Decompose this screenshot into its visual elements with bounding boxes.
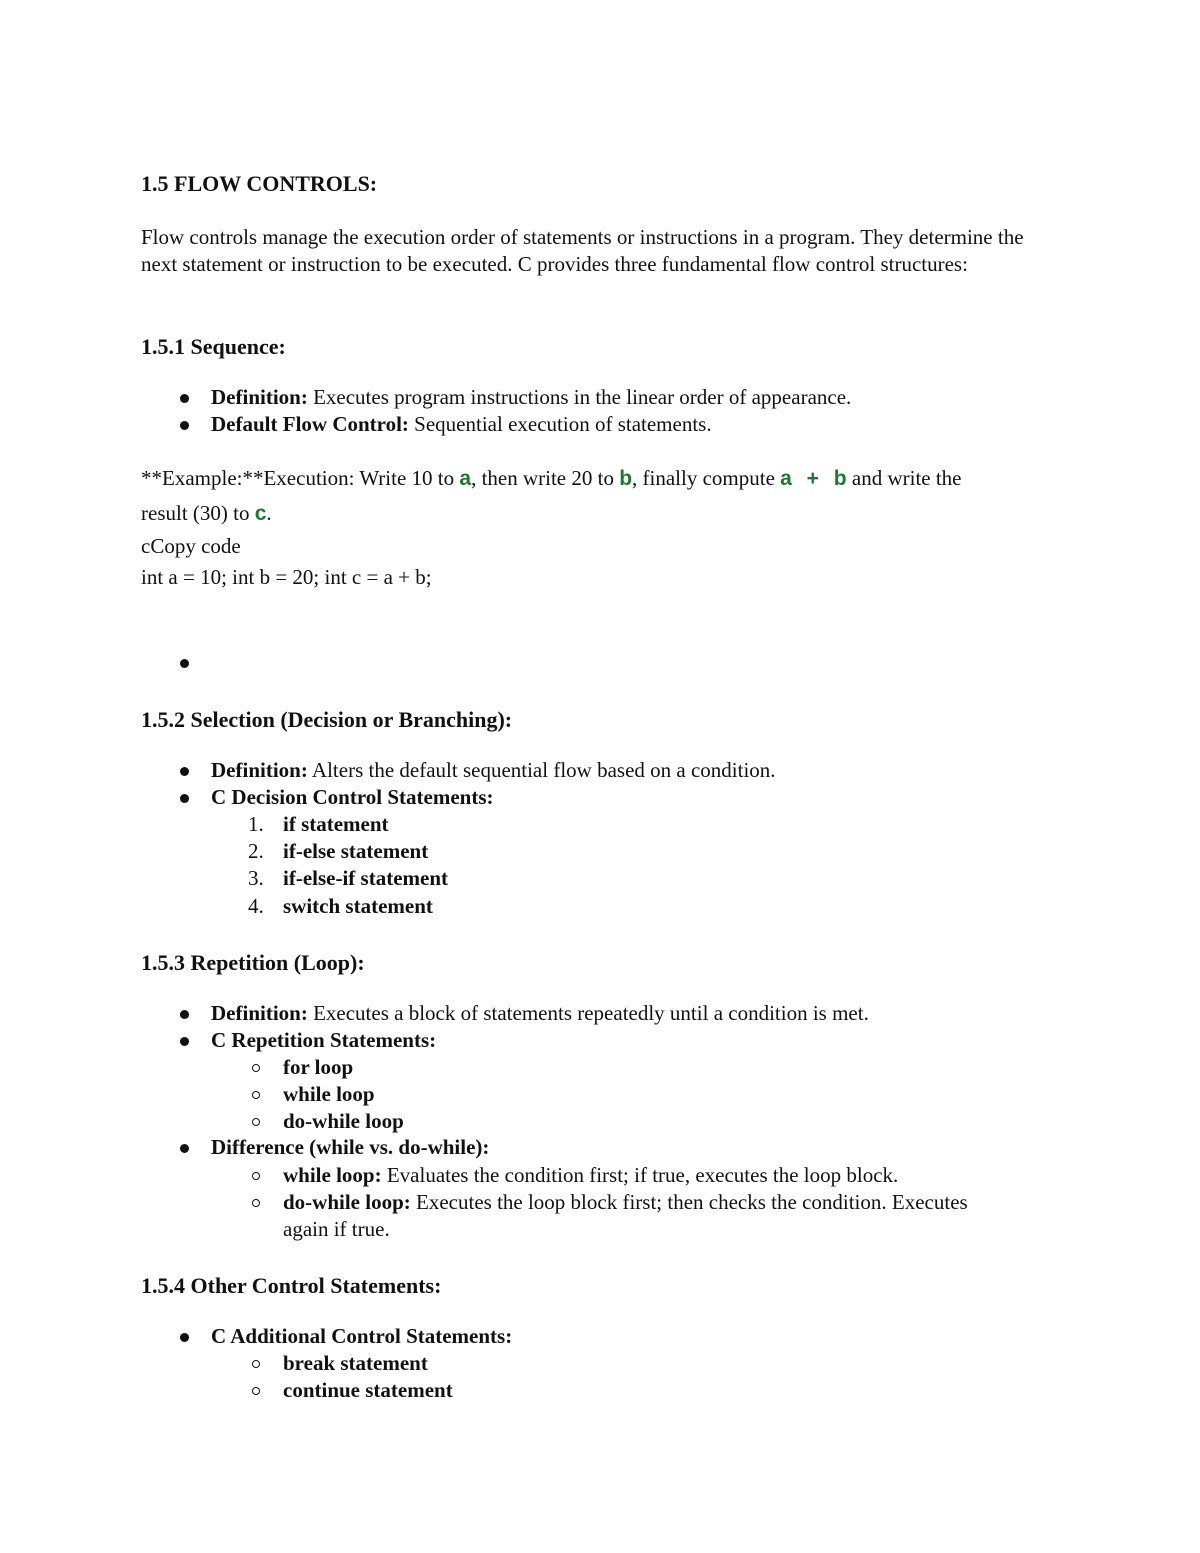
code-line: int a = 10; int b = 20; int c = a + b; — [141, 565, 432, 589]
circle-bullet-icon — [252, 1118, 260, 1126]
definition-text: Alters the default sequential flow based on a condition. — [311, 758, 776, 782]
example-text-1: , then write 20 to — [471, 466, 620, 490]
bullet-icon — [180, 659, 189, 668]
loop-name: while loop — [283, 1082, 375, 1106]
loop-item — [283, 1054, 353, 1081]
repetition-statements-text: C Repetition Statements: — [211, 1028, 437, 1052]
circle-bullet-icon — [252, 1199, 260, 1207]
example-line-2 — [141, 500, 272, 527]
var-a: a — [459, 467, 472, 490]
circle-bullet-icon — [252, 1091, 260, 1099]
list-item — [283, 865, 448, 892]
statement-name: switch statement — [283, 894, 433, 918]
repetition-statements-label — [211, 1027, 436, 1054]
decision-statements-text: C Decision Control Statements: — [211, 785, 494, 809]
bullet-icon — [180, 1010, 189, 1019]
var-c: c — [254, 502, 267, 525]
repetition-definition — [211, 1000, 869, 1027]
additional-statements-label — [211, 1323, 512, 1350]
example-text-2: , finally compute — [632, 466, 781, 490]
list-number: 2. — [248, 839, 264, 863]
dowhile-loop-description — [283, 1189, 968, 1216]
sequence-default-flow — [211, 411, 712, 438]
example-line-1 — [141, 465, 962, 492]
circle-bullet-icon — [252, 1172, 260, 1180]
default-flow-text: Sequential execution of statements. — [414, 412, 712, 436]
list-number: 4. — [248, 894, 264, 918]
while-loop-description — [283, 1162, 898, 1189]
decision-statements-label — [211, 784, 494, 811]
bullet-icon — [180, 794, 189, 803]
expression-a-plus-b: a + b — [780, 467, 847, 490]
definition-text: Executes a block of statements repeatedly until a condition is met. — [313, 1001, 869, 1025]
additional-statements-text: C Additional Control Statements: — [211, 1324, 513, 1348]
statement-name: continue statement — [283, 1378, 453, 1402]
sequence-definition — [211, 384, 851, 411]
list-item — [283, 893, 433, 920]
dowhile-label: do-while loop: — [283, 1190, 411, 1214]
other-item — [283, 1350, 428, 1377]
definition-text: Executes program instructions in the linear order of appearance. — [313, 385, 852, 409]
circle-bullet-icon — [252, 1064, 260, 1072]
statement-name: if-else statement — [283, 839, 429, 863]
definition-label: Definition: — [211, 1001, 308, 1025]
sequence-heading: 1.5.1 Sequence: — [141, 334, 286, 359]
default-flow-label: Default Flow Control: — [211, 412, 409, 436]
loop-item — [283, 1108, 404, 1135]
circle-bullet-icon — [252, 1387, 260, 1395]
list-number: 1. — [248, 812, 264, 836]
difference-label — [211, 1134, 489, 1161]
bullet-icon — [180, 421, 189, 430]
example-text-3: and write the — [846, 466, 962, 490]
while-text: Evaluates the condition first; if true, executes the loop block. — [386, 1163, 899, 1187]
other-item — [283, 1377, 453, 1404]
statement-name: if statement — [283, 812, 389, 836]
loop-name: do-while loop — [283, 1109, 404, 1133]
copy-code-label: cCopy code — [141, 534, 241, 558]
dowhile-text: Executes the loop block first; then checks the condition. Executes — [416, 1190, 968, 1214]
statement-name: if-else-if statement — [283, 866, 449, 890]
bullet-icon — [180, 1037, 189, 1046]
bullet-icon — [180, 767, 189, 776]
intro-paragraph: Flow controls manage the execution order of statements or instructions in a program. They determine the next statement or instruction to be executed. C provides three fundamental flow control structures: — [141, 225, 1024, 276]
selection-heading: 1.5.2 Selection (Decision or Branching): — [141, 707, 513, 732]
bullet-icon — [180, 1333, 189, 1342]
selection-definition — [211, 757, 776, 784]
dowhile-continuation: again if true. — [283, 1217, 390, 1241]
difference-text: Difference (while vs. do-while): — [211, 1135, 490, 1159]
example-text-5: . — [266, 501, 272, 525]
statement-name: break statement — [283, 1351, 428, 1375]
circle-bullet-icon — [252, 1360, 260, 1368]
bullet-icon — [180, 1144, 189, 1153]
definition-label: Definition: — [211, 385, 308, 409]
var-b: b — [619, 467, 633, 490]
page-title: 1.5 FLOW CONTROLS: — [141, 171, 378, 196]
example-text-4: result (30) to — [141, 501, 255, 525]
other-heading: 1.5.4 Other Control Statements: — [141, 1273, 442, 1298]
list-item — [283, 838, 428, 865]
example-prefix: **Example:**Execution: Write 10 to — [141, 466, 460, 490]
definition-label: Definition: — [211, 758, 308, 782]
list-item — [283, 811, 389, 838]
list-number: 3. — [248, 866, 264, 890]
loop-item — [283, 1081, 375, 1108]
loop-name: for loop — [283, 1055, 354, 1079]
while-label: while loop: — [283, 1163, 382, 1187]
bullet-icon — [180, 394, 189, 403]
repetition-heading: 1.5.3 Repetition (Loop): — [141, 950, 365, 975]
